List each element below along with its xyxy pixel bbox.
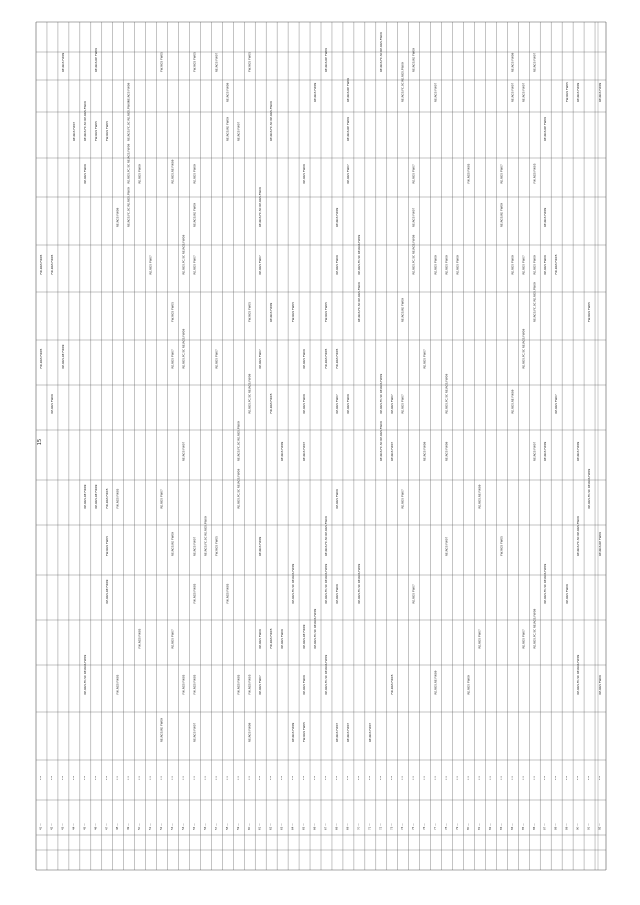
cell-entry: RE,RGS FW09 [280, 441, 285, 461]
row-label: 47 — [105, 823, 109, 830]
row-reference: ••• [445, 775, 449, 780]
row-label: 51 — [149, 823, 153, 830]
row-label: 50 — [138, 823, 142, 830]
cell-entry: FW,RGS FW05 [192, 52, 197, 72]
cell-entry: RE,RGS FW09 [49, 394, 54, 414]
cell-entry: RE,RGS FW07 [400, 394, 405, 414]
row-reference: ••• [456, 775, 460, 780]
row-label: 64 — [291, 823, 295, 830]
cell-entry: RE,RGS FW09 [302, 675, 307, 695]
cell-entry: RE,RGS,FC,SC RE,RGS,FW09 [181, 328, 186, 369]
cell-entry: RE,RGS FW09 [543, 255, 548, 275]
row-reference: ••• [50, 775, 54, 780]
cell-entry: RE,RGS,FC,SC RE,RGS,FW09 [126, 187, 131, 227]
cell-entry: RE,RGS FW07 [170, 349, 175, 369]
cell-entry: FW,RGS FW05 [587, 302, 592, 322]
cell-entry: FW,RGS FW05 [532, 163, 537, 184]
cell-entry: RE,RGS,RE FW09 [499, 203, 504, 227]
cell-entry: FW,RGS FW05 [137, 628, 142, 649]
cell-entry: RE,RGS FW07 [444, 536, 449, 556]
cell-entry: RE,RGS FW07 [433, 82, 438, 102]
cell-entry: RE,RGS,FC,SC RE,RGS,FW09 [532, 282, 537, 322]
cell-entry: RE,RGS FW09 [510, 255, 515, 275]
cell-entry: RE,RGS,FC,SC RE,RGS,FW09 [258, 187, 263, 227]
row-label: 44 — [72, 823, 76, 830]
cell-entry: RE,RGS FW07 [148, 255, 153, 275]
cell-entry: RE,RGS,FC,SC RE,RGS,FW09 [181, 234, 186, 275]
row-reference: ••• [247, 775, 251, 780]
cell-entry: RE,RGS FW09 [126, 82, 131, 102]
row-label: 81 — [477, 823, 481, 830]
cell-entry: FW,RGS FW05 [38, 254, 43, 275]
cell-entry: RE,RGS,RE FW09 [104, 579, 109, 604]
cell-entry: RE,RGS,RE FW09 [82, 484, 87, 509]
cell-entry: RE,RGS FW09 [225, 82, 230, 102]
cell-entry: RE,RGS FW09 [576, 441, 581, 461]
cell-entry: FW,RGS FW05 [104, 488, 109, 509]
cell-entry: RE,RGS FW07 [258, 255, 263, 275]
row-reference: ••• [160, 775, 164, 780]
row-reference: ••• [499, 775, 503, 780]
row-label: 56 — [203, 823, 207, 830]
row-reference: ••• [335, 775, 339, 780]
row-label: 43 — [61, 823, 65, 830]
row-reference: ••• [488, 775, 492, 780]
cell-entry: RE,RGS FW07 [334, 394, 339, 414]
cell-entry: RE,RGS FW09 [258, 536, 263, 556]
row-label: 71 — [368, 823, 372, 830]
cell-entry: RE,RGS FW07 [345, 722, 350, 742]
row-label: 91 — [587, 823, 591, 830]
row-reference: ••• [598, 775, 602, 780]
cell-entry: RE,RGS,RE FW09 [93, 484, 98, 509]
cell-entry: RE,RGS FW09 [543, 441, 548, 461]
row-label: 79 — [456, 823, 460, 830]
row-reference: ••• [313, 775, 317, 780]
row-reference: ••• [587, 775, 591, 780]
row-label: 49 — [127, 823, 131, 830]
row-reference: ••• [214, 775, 218, 780]
cell-entry: FW,RGS FW05 [214, 536, 219, 556]
row-reference: ••• [477, 775, 481, 780]
cell-entry: RE,RGS FW07 [521, 255, 526, 275]
cell-entry: RE,RGS FW07 [170, 629, 175, 649]
row-reference: ••• [149, 775, 153, 780]
cell-entry: RE,RGS FW07 [389, 441, 394, 461]
cell-entry: RE,RGS,RE FW09 [400, 298, 405, 322]
row-reference: ••• [203, 775, 207, 780]
cell-entry: RE,RGS,RE FW09 [170, 159, 175, 184]
row-reference: ••• [138, 775, 142, 780]
cell-entry: RE,RGS,FC,SC RE,RGS,FW09 [236, 468, 241, 509]
cell-entry: RE,RGS,FC,SC RE,RGS,FW09 [126, 143, 131, 184]
row-label: 77 — [434, 823, 438, 830]
row-label: 46 — [94, 823, 98, 830]
row-label: 72 — [379, 823, 383, 830]
cell-entry: RE,RGS FW07 [411, 584, 416, 604]
cell-entry: RE,RGS FW09 [334, 489, 339, 509]
cell-entry: FW,RGS FW05 [269, 628, 274, 649]
row-label: 65 — [302, 823, 306, 830]
row-label: 73 — [390, 823, 394, 830]
row-reference: ••• [181, 775, 185, 780]
row-label: 53 — [171, 823, 175, 830]
row-label: 58 — [225, 823, 229, 830]
cell-entry: RE,RGS,FC,SC RE,RGS,FW09 [291, 563, 296, 604]
cell-entry: RE,RGS,FC,SC RE,RGS,FW09 [313, 608, 318, 649]
cell-entry: FW,RGS FW05 [225, 583, 230, 604]
row-reference: ••• [390, 775, 394, 780]
cell-entry: RE,RGS FW09 [565, 584, 570, 604]
cell-entry: FW,RGS FW05 [247, 52, 252, 72]
row-reference: ••• [510, 775, 514, 780]
cell-entry: FW,RGS FW05 [565, 82, 570, 102]
cell-entry: RE,RGS,FC,SC RE,RGS,FW09 [323, 563, 328, 604]
row-reference: ••• [466, 775, 470, 780]
row-label: 57 — [214, 823, 218, 830]
row-reference: ••• [116, 775, 120, 780]
cell-entry: FW,RGS FW05 [236, 674, 241, 695]
cell-entry: RE,RGS FW09 [543, 207, 548, 227]
cell-entry: RE,RGS,RE FW09 [60, 344, 65, 369]
row-reference: ••• [521, 775, 525, 780]
cell-entry: RE,RGS FW07 [214, 349, 219, 369]
row-label: 75 — [412, 823, 416, 830]
cell-entry: RE,RGS,FC,SC RE,RGS,FW09 [203, 516, 208, 556]
cell-entry: RE,RGS,FC,SC RE,RGS,FW09 [323, 654, 328, 695]
row-reference: ••• [532, 775, 536, 780]
row-label: 74 — [401, 823, 405, 830]
cell-entry: RE,RGS FW09 [313, 82, 318, 102]
row-reference: ••• [554, 775, 558, 780]
row-label: 62 — [269, 823, 273, 830]
cell-entry: RE,RGS FW07 [236, 121, 241, 141]
cell-entry: RE,RGS FW07 [367, 722, 372, 742]
row-label: 89 — [565, 823, 569, 830]
cell-entry: RE,RGS,FC,SC RE,RGS,FW09 [521, 328, 526, 369]
cell-entry: RE,RGS FW09 [576, 82, 581, 102]
cell-entry: RE,RGS,FC,SC RE,RGS,FW09 [247, 373, 252, 414]
row-reference: ••• [379, 775, 383, 780]
cell-entry: RE,RGS,FC,SC RE,RGS,FW09 [378, 32, 383, 72]
cell-entry: RE,RGS FW09 [137, 164, 142, 184]
row-label: 70 — [357, 823, 361, 830]
cell-entry: RE,RGS FW07 [521, 629, 526, 649]
row-label: 82 — [488, 823, 492, 830]
cell-entry: RE,RGS,RE FW09 [345, 117, 350, 141]
cell-entry: RE,RGS FW09 [334, 255, 339, 275]
cell-entry: RE,RGS FW07 [422, 349, 427, 369]
cell-entry: RE,RGS,FC,SC RE,RGS,FW09 [269, 101, 274, 141]
cell-entry: RE,RGS FW09 [433, 255, 438, 275]
cell-entry: FW,RGS FW05 [247, 674, 252, 695]
cell-entry: RE,RGS FW07 [71, 121, 76, 141]
cell-entry: RE,RGS FW09 [192, 164, 197, 184]
row-reference: ••• [324, 775, 328, 780]
cell-entry: RE,RGS FW09 [302, 164, 307, 184]
row-label: 76 — [423, 823, 427, 830]
cell-entry: RE,RGS FW07 [258, 675, 263, 695]
cell-entry: RE,RGS FW07 [258, 349, 263, 369]
row-label: 84 — [510, 823, 514, 830]
row-reference: ••• [258, 775, 262, 780]
cell-entry: FW,RGS FW05 [181, 674, 186, 695]
row-reference: ••• [171, 775, 175, 780]
row-label: 54 — [181, 823, 185, 830]
row-reference: ••• [368, 775, 372, 780]
cell-entry: RE,RGS FW07 [159, 489, 164, 509]
cell-entry: FW,RGS FW05 [115, 488, 120, 509]
cell-entry: RE,RGS,FC,SC RE,RGS,FW09 [378, 421, 383, 461]
cell-entry: RE,RGS FW09 [598, 82, 603, 102]
row-reference: ••• [412, 775, 416, 780]
cell-entry: RE,RGS FW07 [345, 164, 350, 184]
cell-entry: FW,RGS FW05 [291, 302, 296, 322]
cell-entry: FW,RGS FW05 [499, 536, 504, 556]
cell-entry: RE,RGS FW07 [521, 82, 526, 102]
cell-entry: RE,RGS FW09 [444, 255, 449, 275]
row-reference: ••• [576, 775, 580, 780]
cell-entry: RE,RGS,RE FW09 [345, 78, 350, 102]
cell-entry: RE,RGS,FC,SC RE,RGS,FW09 [356, 234, 361, 275]
cell-entry: RE,RGS,RE FW09 [433, 670, 438, 695]
cell-entry: RE,RGS FW09 [444, 441, 449, 461]
cell-entry: RE,RGS FW09 [269, 302, 274, 322]
page-number: 15 [37, 438, 43, 446]
cell-entry: RE,RGS FW07 [400, 489, 405, 509]
cell-entry: RE,RGS FW09 [334, 584, 339, 604]
cell-entry: RE,RGS FW09 [598, 675, 603, 695]
row-reference: ••• [236, 775, 240, 780]
cell-entry: FW,RGS FW05 [38, 348, 43, 369]
cell-entry: RE,RGS FW09 [466, 675, 471, 695]
row-label: 88 — [554, 823, 558, 830]
cell-entry: RE,RGS,FC,SC RE,RGS,FW09 [356, 282, 361, 322]
cell-entry: RE,RGS,RE FW09 [477, 484, 482, 509]
cell-entry: FW,RGS FW05 [104, 536, 109, 556]
cell-entry: RE,RGS FW09 [334, 207, 339, 227]
cell-entry: RE,RGS FW09 [247, 722, 252, 742]
cell-entry: FW,RGS FW05 [554, 254, 559, 275]
cell-entry: RE,RGS,RE FW09 [510, 389, 515, 414]
cell-entry: RE,RGS FW07 [302, 441, 307, 461]
cell-entry: FW,RGS FW05 [49, 254, 54, 275]
row-reference: ••• [423, 775, 427, 780]
row-reference: ••• [192, 775, 196, 780]
row-label: 83 — [499, 823, 503, 830]
row-label: 69 — [346, 823, 350, 830]
cell-entry: RE,RGS FW07 [411, 207, 416, 227]
row-reference: ••• [94, 775, 98, 780]
cell-entry: RE,RGS,FC,SC RE,RGS,FW09 [82, 101, 87, 141]
cell-entry: RE,RGS,RE FW09 [159, 718, 164, 742]
cell-entry: FW,RGS FW05 [323, 302, 328, 322]
row-label: 78 — [445, 823, 449, 830]
cell-entry: RE,RGS,FC,SC RE,RGS,FW09 [126, 101, 131, 141]
cell-entry: FW,RGS FW05 [323, 348, 328, 369]
cell-entry: RE,RGS FW07 [181, 441, 186, 461]
cell-entry: RE,RGS,RE FW09 [192, 203, 197, 227]
cell-entry: RE,RGS FW07 [192, 536, 197, 556]
row-reference: ••• [105, 775, 109, 780]
row-reference: ••• [543, 775, 547, 780]
row-label: 61 — [258, 823, 262, 830]
row-label: 52 — [160, 823, 164, 830]
row-label: 55 — [192, 823, 196, 830]
cell-entry: RE,RGS FW07 [510, 82, 515, 102]
row-label: 87 — [543, 823, 547, 830]
cell-entry: RE,RGS FW07 [411, 164, 416, 184]
row-reference: ••• [72, 775, 76, 780]
cell-entry: RE,RGS FW09 [291, 722, 296, 742]
cell-entry: RE,RGS,FC,SC RE,RGS,FW09 [378, 373, 383, 414]
cell-entry: FW,RGS FW05 [302, 722, 307, 742]
row-reference: ••• [39, 775, 43, 780]
cell-entry: RE,RGS,RE FW09 [170, 532, 175, 556]
row-label: 48 — [116, 823, 120, 830]
cell-entry: RE,RGS FW07 [477, 629, 482, 649]
cell-entry: FW,RGS FW05 [334, 348, 339, 369]
row-label: 86 — [532, 823, 536, 830]
cell-entry: RE,RGS FW09 [532, 255, 537, 275]
cell-entry: RE,RGS FW09 [302, 349, 307, 369]
row-label: 68 — [335, 823, 339, 830]
cell-entry: FW,RGS FW05 [192, 583, 197, 604]
cell-entry: RE,RGS FW07 [389, 394, 394, 414]
cell-entry: RE,RGS,RE FW09 [302, 624, 307, 649]
cell-entry: RE,RGS FW09 [345, 394, 350, 414]
cell-entry: RE,RGS FW09 [302, 394, 307, 414]
cell-entry: RE,RGS FW09 [82, 164, 87, 184]
row-label: 92 — [598, 823, 602, 830]
cell-entry: FW,RGS FW05 [247, 302, 252, 322]
row-label: 67 — [324, 823, 328, 830]
row-reference: ••• [291, 775, 295, 780]
cell-entry: RE,RGS,FC,SC RE,RGS,FW09 [82, 654, 87, 695]
cell-entry: FW,RGS FW05 [115, 674, 120, 695]
cell-entry: RE,RGS FW09 [280, 629, 285, 649]
cell-entry: RE,RGS,FC,SC RE,RGS,FW09 [400, 62, 405, 102]
cell-entry: FW,RGS FW05 [159, 52, 164, 72]
cell-entry: RE,RGS FW09 [422, 441, 427, 461]
cell-entry: RE,RGS FW09 [455, 255, 460, 275]
row-reference: ••• [357, 775, 361, 780]
cell-entry: RE,RGS FW07 [554, 394, 559, 414]
cell-entry: FW,RGS FW05 [104, 121, 109, 141]
row-label: 45 — [83, 823, 87, 830]
cell-entry: RE,RGS,FC,SC RE,RGS,FW09 [236, 421, 241, 461]
cell-entry: FW,RGS FW05 [466, 163, 471, 184]
cell-entry: RE,RGS FW07 [334, 722, 339, 742]
cell-entry: RE,RGS FW09 [258, 629, 263, 649]
cell-entry: RE,RGS FW07 [499, 164, 504, 184]
cell-entry: FW,RGS FW05 [192, 674, 197, 695]
cell-entry: FW,RGS FW05 [93, 121, 98, 141]
row-reference: ••• [61, 775, 65, 780]
row-reference: ••• [269, 775, 273, 780]
cell-entry: RE,RGS,RE FW09 [225, 117, 230, 141]
cell-entry: RE,RGS FW07 [532, 52, 537, 72]
row-label: 63 — [280, 823, 284, 830]
cell-entry: RE,RGS,FC,SC RE,RGS,FW09 [444, 373, 449, 414]
row-reference: ••• [83, 775, 87, 780]
cell-entry: RE,RGS,FC,SC RE,RGS,FW09 [323, 516, 328, 556]
cell-entry: RE,RGS,RE FW09 [93, 48, 98, 72]
cell-entry: RE,RGS,RE FW09 [411, 48, 416, 72]
cell-entry: RE,RGS,RE FW09 [323, 48, 328, 72]
cell-entry: RE,RGS,FC,SC RE,RGS,FW09 [587, 468, 592, 509]
row-label: 41 — [39, 823, 43, 830]
cell-entry: RE,RGS,FC,SC RE,RGS,FW09 [543, 563, 548, 604]
cell-entry: FW,RGS FW05 [389, 674, 394, 695]
row-reference: ••• [280, 775, 284, 780]
cell-entry: RE,RGS FW09 [60, 52, 65, 72]
row-reference: ••• [401, 775, 405, 780]
row-label: 90 — [576, 823, 580, 830]
row-label: 66 — [313, 823, 317, 830]
row-label: 85 — [521, 823, 525, 830]
row-reference: ••• [565, 775, 569, 780]
row-reference: ••• [302, 775, 306, 780]
cell-entry: RE,RGS FW07 [214, 52, 219, 72]
cell-entry: RE,RGS,FC,SC RE,RGS,FW09 [576, 516, 581, 556]
row-reference: ••• [225, 775, 229, 780]
row-label: 80 — [466, 823, 470, 830]
row-reference: ••• [346, 775, 350, 780]
cell-entry: RE,RGS FW09 [115, 207, 120, 227]
cell-entry: FW,RGS FW05 [269, 393, 274, 414]
cell-entry: FW,RGS FW05 [170, 302, 175, 322]
cell-entry: RE,RGS,RE FW09 [543, 117, 548, 141]
cell-entry: RE,RGS,RE FW09 [598, 532, 603, 556]
cell-entry: RE,RGS,FC,SC RE,RGS,FW09 [532, 608, 537, 649]
cell-entry: RE,RGS FW07 [192, 722, 197, 742]
cell-entry: RE,RGS,FC,SC RE,RGS,FW09 [576, 654, 581, 695]
cell-entry: RE,RGS FW07 [532, 441, 537, 461]
row-reference: ••• [127, 775, 131, 780]
row-reference: ••• [434, 775, 438, 780]
row-label: 60 — [247, 823, 251, 830]
cell-entry: RE,RGS FW09 [510, 52, 515, 72]
cell-entry: RE,RGS,FC,SC RE,RGS,FW09 [356, 563, 361, 604]
row-label: 59 — [236, 823, 240, 830]
cell-entry: RE,RGS,FC,SC RE,RGS,FW09 [411, 234, 416, 275]
row-label: 42 — [50, 823, 54, 830]
cell-entry: RE,RGS FW07 [192, 255, 197, 275]
